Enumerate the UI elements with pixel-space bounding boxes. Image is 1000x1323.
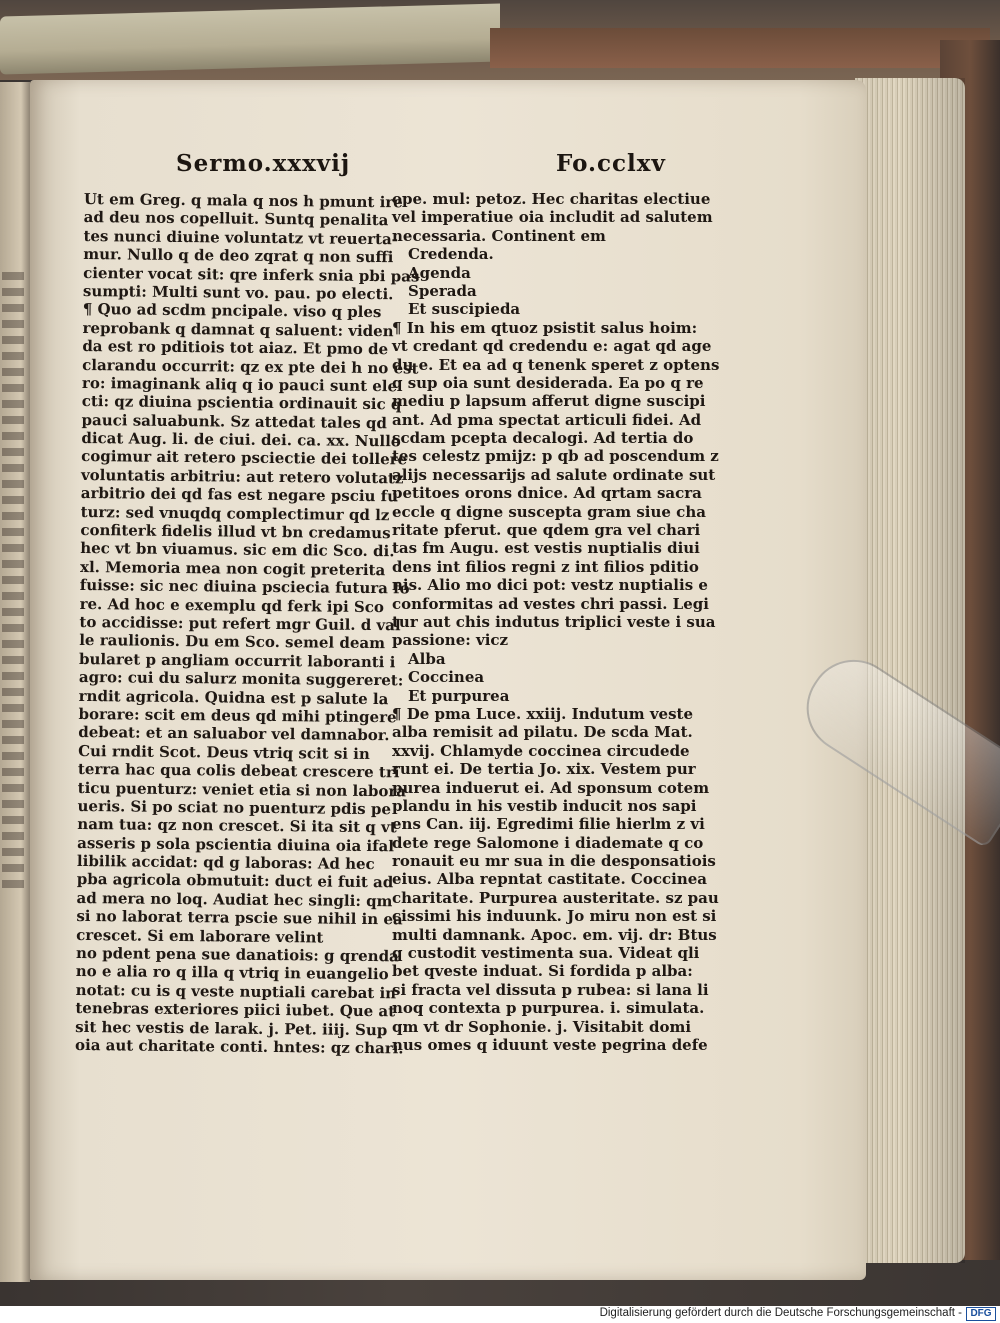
text-line: si no laborat terra pscie sue nihil in ea	[76, 907, 403, 929]
text-line: Cui rndit Scot. Deus vtriq scit si in	[78, 741, 370, 763]
text-line: Sperada	[408, 281, 477, 300]
folio-number: Fo.cclxv	[556, 150, 666, 177]
text-line: ¶ In his em qtuoz psistit salus hoim:	[392, 318, 698, 337]
text-line: plandu in his vestib inducit nos sapi	[392, 796, 697, 815]
text-line: arbitrio dei qd fas est negare psciu fu	[80, 484, 399, 506]
text-line: ens Can. iij. Egredimi filie hierlm z vi	[392, 815, 705, 834]
text-line: nam tua: qz non crescet. Si ita sit q vt	[77, 815, 397, 837]
text-line: eccle q digne suscepta gram siue cha	[392, 502, 706, 521]
text-line: hec vt bn viuamus. sic em dic Sco. di.	[80, 539, 395, 561]
text-line: ad mera no loq. Audiat hec singli: qm	[76, 888, 393, 911]
text-line: voluntatis arbitriu: aut retero volutatz	[80, 465, 404, 488]
text-line: Et suscipieda	[408, 300, 521, 319]
text-line: eius. Alba repntat castitate. Coccinea	[392, 870, 708, 889]
text-line: du e. Et ea ad q tenenk speret z optens	[392, 355, 720, 374]
text-line: debeat: et an saluabor vel damnabor.	[78, 723, 390, 745]
text-line: tur aut chis indutus triplici veste i sua	[392, 612, 716, 631]
text-line: purea induerut ei. Ad sponsum cotem	[392, 778, 710, 797]
text-line: nis. Alio mo dici pot: vestz nuptialis e	[392, 576, 708, 595]
funding-notice: Digitalisierung gefördert durch die Deutsche Forschungsgemeinschaft -	[599, 1307, 962, 1319]
left-text-column	[74, 190, 420, 1058]
text-line: ope. mul: petoz. Hec charitas electiue	[392, 190, 711, 208]
text-line: passione: vicz	[392, 631, 509, 650]
text-line: asseris p sola pscientia diuina oia ifal	[77, 833, 395, 855]
text-line: mur. Nullo q de deo zqrat q non suffi	[83, 245, 394, 267]
text-line: si fracta vel dissuta p rubea: si lana li	[392, 980, 709, 999]
text-line: necessaria. Continent em	[392, 226, 606, 245]
text-line: bularet p angliam occurrit laboranti i	[78, 649, 396, 672]
digitization-footer	[0, 1306, 1000, 1323]
text-line: ¶ De pma Luce. xxiij. Indutum veste	[392, 704, 693, 723]
text-line: Et purpurea	[408, 686, 510, 705]
text-line: conformitas ad vestes chri passi. Legi	[392, 594, 709, 613]
text-line: ticu puenturz: veniet etia si non labora	[77, 778, 407, 800]
text-line: libilik accidat: qd g laboras: Ad hec	[76, 852, 375, 874]
text-line: clarandu occurrit: qz ex pte dei h no est	[82, 355, 419, 378]
text-line: cti: qz diuina pscientia ordinauit sic q	[81, 392, 402, 414]
text-line: tenebras exteriores piici iubet. Que at	[75, 999, 396, 1021]
facing-page-sliver	[0, 82, 30, 1282]
text-line: q custodit vestimenta sua. Videat qli	[392, 944, 700, 963]
text-line: runt ei. De tertia Jo. xix. Vestem pur	[392, 760, 696, 779]
text-line: dens int filios regni z int filios pditio	[392, 557, 699, 576]
text-line: vt credant qd credendu e: agat qd age	[392, 337, 712, 356]
right-text-column	[392, 190, 720, 1054]
text-line: oia aut charitate conti. hntes: qz chari.	[74, 1035, 404, 1058]
text-line: cissimi his induunk. Jo miru non est si	[392, 907, 717, 926]
text-line: bet qveste induat. Si fordida p alba:	[392, 962, 693, 981]
text-line: mediu p lapsum afferut digne suscipi	[392, 392, 706, 411]
text-line: re. Ad hoc e exemplu qd ferk ipi Sco	[79, 594, 385, 616]
text-line: no pdent pena sue danatiois: g qrenda	[75, 943, 399, 966]
text-line: alijs necessarijs ad salute ordinate sut	[392, 465, 716, 484]
text-line: dete rege Salomone i diademate q co	[392, 833, 704, 852]
text-line: notat: cu is q veste nuptiali carebat in	[75, 980, 397, 1003]
text-line: Credenda.	[408, 245, 494, 264]
text-line: ¶ Quo ad scdm pncipale. viso q ples	[82, 300, 382, 322]
text-line: ueris. Si po sciat no puenturz pdis pe	[77, 796, 392, 819]
text-line: petitoes orons dnice. Ad qrtam sacra	[392, 484, 702, 503]
text-line: nus omes q iduunt veste pegrina defe	[392, 1035, 708, 1054]
text-line: Ut em Greg. q mala q nos h pmunt ire	[83, 190, 403, 212]
facing-page-text	[2, 272, 24, 892]
book-cover-leather	[490, 28, 990, 68]
text-line: rndit agricola. Quidna est p salute la	[78, 686, 389, 708]
text-line: le raulionis. Du em Sco. semel deam	[79, 631, 386, 653]
text-line: ro: imaginank aliq q io pauci sunt ele	[81, 373, 398, 396]
text-line: to accidisse: put refert mgr Guil. d val	[79, 612, 401, 635]
text-line: agro: cui du salurz monita suggereret:	[78, 668, 404, 690]
text-line: pba agricola obmutuit: duct ei fuit ad	[76, 870, 394, 892]
text-line: ad deu nos copelluit. Suntq penalita	[83, 208, 389, 230]
text-line: ronauit eu mr sua in die desponsatiois	[392, 852, 716, 871]
text-line: Coccinea	[408, 668, 485, 687]
text-line: pauci saluabunk. Sz attedat tales qd	[81, 410, 388, 432]
text-line: alba remisit ad pilatu. De scda Mat.	[392, 723, 693, 742]
text-line: cogimur ait retero psciectie dei tollere	[81, 447, 408, 469]
text-line: da est ro pditiois tot aiaz. Et pmo de	[82, 337, 389, 359]
text-line: tes nunci diuine voluntatz vt reuerta-	[83, 226, 399, 249]
text-line: sit hec vestis de larak. j. Pet. iiij. Sup	[75, 1017, 388, 1039]
text-line: vel imperatiue oia includit ad salutem	[392, 208, 713, 227]
text-line: Agenda	[408, 263, 471, 282]
text-line: ritate pferut. que qdem gra vel chari	[392, 521, 701, 540]
text-line: tes celestz pmijz: p qb ad poscendum z	[392, 447, 719, 466]
text-line: borare: scit em deus qd mihi ptingere	[78, 704, 397, 727]
text-line: xl. Memoria mea non cogit preterita	[79, 557, 386, 579]
text-line: confiterk fidelis illud vt bn credamus	[80, 521, 391, 543]
text-line: qm vt dr Sophonie. j. Visitabit domi	[392, 1017, 692, 1036]
text-line: tas fm Augu. est vestis nuptialis diui	[392, 539, 700, 558]
text-line: q sup oia sunt desiderada. Ea po q re	[392, 373, 704, 392]
text-line: sumpti: Multi sunt vo. pau. po electi.	[82, 281, 394, 304]
text-line: scdam pcepta decalogi. Ad tertia do	[392, 429, 694, 448]
text-line: terra hac qua colis debeat crescere tri	[77, 760, 400, 782]
text-line: ant. Ad pma spectat articuli fidei. Ad	[392, 410, 702, 429]
running-head: Sermo.xxxvij	[176, 150, 351, 177]
dfg-logo: DFG	[966, 1307, 996, 1321]
text-line: crescet. Si em laborare velint	[76, 925, 324, 947]
text-line: xxvij. Chlamyde coccinea circudede	[392, 741, 690, 760]
text-line: Alba	[408, 649, 446, 668]
text-line: noq contexta p purpurea. i. simulata.	[392, 999, 705, 1018]
text-line: fuisse: sic nec diuina psciecia futura fo	[79, 576, 410, 598]
text-line: charitate. Purpurea austeritate. sz pau	[392, 888, 719, 907]
text-line: no e alia ro q illa q vtriq in euangelio	[75, 962, 389, 984]
text-line: multi damnank. Apoc. em. vij. dr: Btus	[392, 925, 717, 944]
text-line: turz: sed vnuqdq complectimur qd lz	[80, 502, 390, 524]
text-line: cienter vocat sit: qre inferk snia pbi pas	[83, 263, 420, 286]
text-line: dicat Aug. li. de ciui. dei. ca. xx. Nullo	[81, 429, 401, 451]
text-line: reprobank q damnat q saluent: viden	[82, 318, 394, 340]
